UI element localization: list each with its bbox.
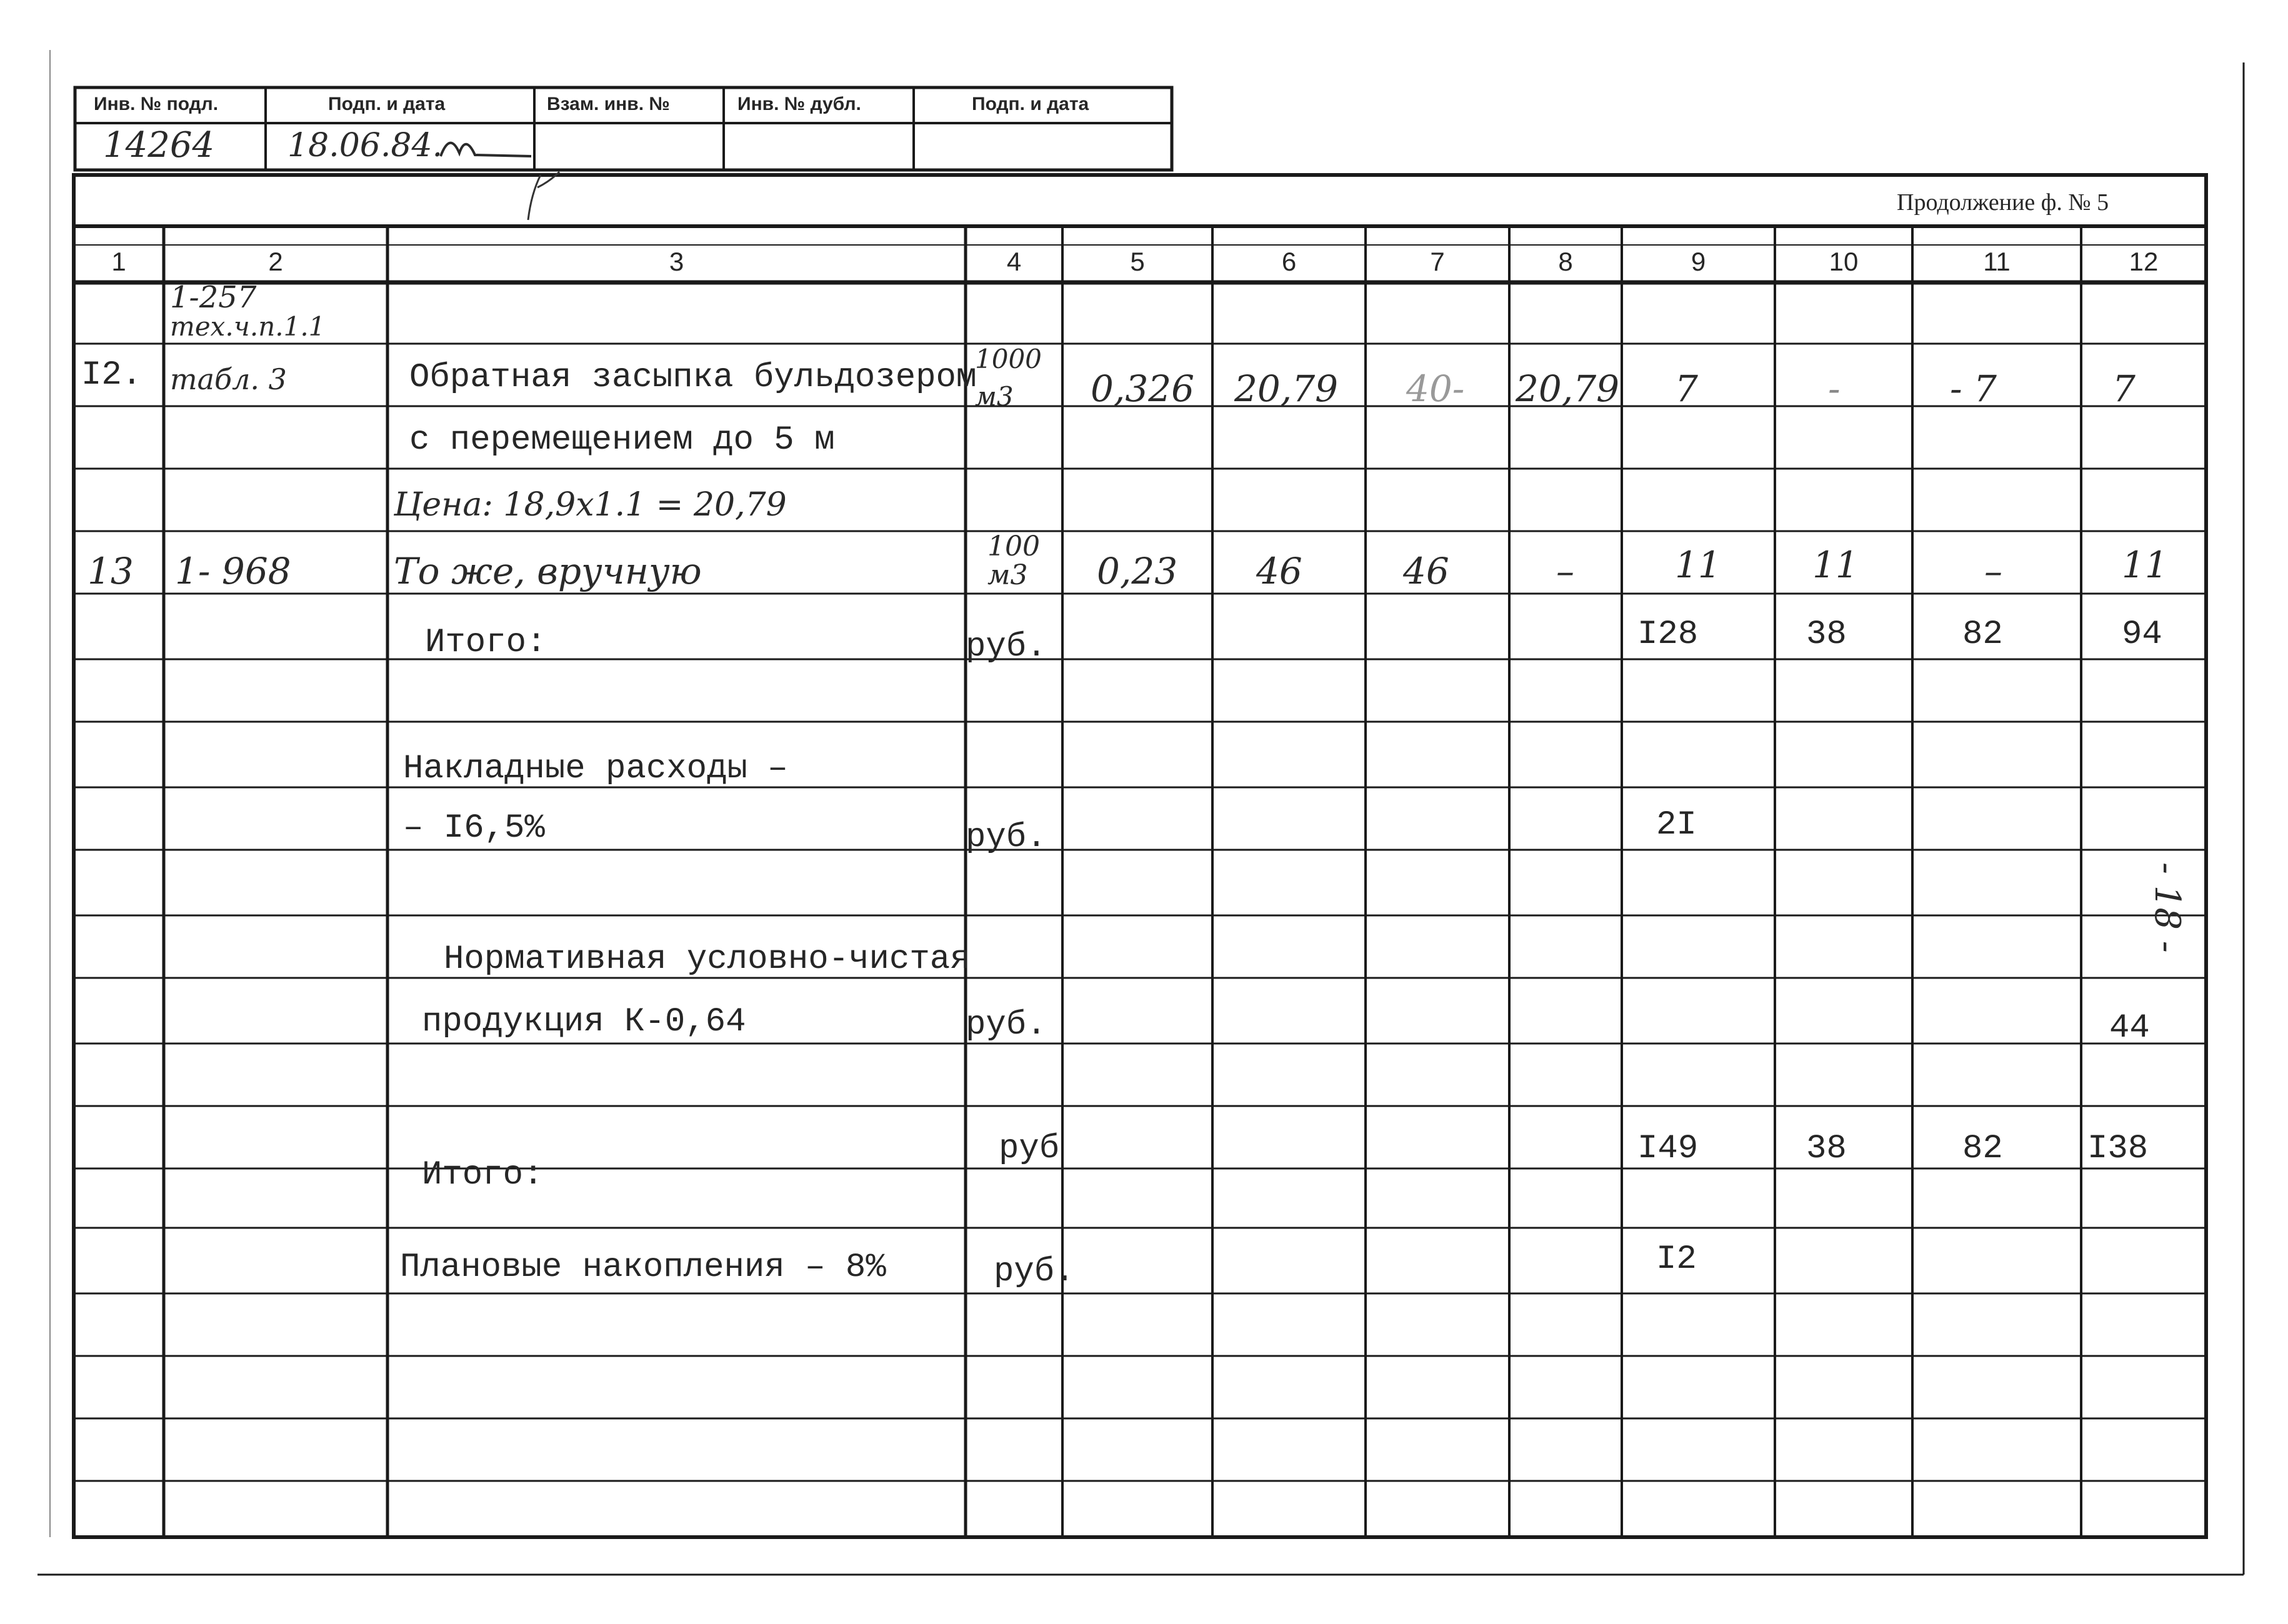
r13-col9: 11 [1675,544,1721,586]
itogo2-col10: 38 [1806,1130,1847,1168]
savings-col9: I2 [1656,1240,1697,1278]
col-num-5: 5 [1130,247,1145,276]
r13-col7: 46 [1403,550,1449,592]
normative-label-1: Нормативная условно-чистая [444,940,971,979]
continuation-label: Продолжение ф. № 5 [1897,189,2109,216]
col-num-12: 12 [2129,247,2159,276]
itogo1-col9: I28 [1637,615,1699,654]
itogo1-label: Итого: [425,624,547,662]
stamp-header-podp-data-2: Подп. и дата [972,94,1089,114]
stamp-date: 18.06.84. [287,127,443,164]
col-num-8: 8 [1558,247,1573,276]
stamp-inv-number: 14264 [103,125,215,166]
r13-col12: 11 [2122,544,2168,586]
itogo2-col9: I49 [1637,1130,1699,1168]
col-num-4: 4 [1006,247,1022,276]
r13-unit: 100 м3 [987,531,1040,591]
overhead-unit: руб. [966,819,1047,857]
r13-col10: 11 [1812,544,1859,586]
col-num-11: 11 [1983,247,2011,276]
r12-number: I2. [81,356,142,394]
col-num-10: 10 [1829,247,1859,276]
r12-price-note: Цена: 18,9х1.1 = 20,79 [394,486,787,524]
normative-label-2: продукция К-0,64 [422,1003,746,1041]
savings-unit: руб. [994,1253,1075,1291]
stamp-header-inv-podl: Инв. № подл. [94,94,219,114]
col-num-9: 9 [1691,247,1706,276]
itogo1-unit: руб. [966,628,1047,666]
r12-col7: 40- [1406,367,1465,410]
r12-col8: 20,79 [1516,367,1620,410]
r13-desc: То же, вручную [394,550,702,592]
col-num-6: 6 [1281,247,1297,276]
col-num-1: 1 [111,247,126,276]
r13-col5: 0,23 [1097,550,1178,592]
stamp-header-inv-dubl: Инв. № дубл. [737,94,861,114]
itogo1-col12: 94 [2122,615,2162,654]
r12-col10: - [1828,367,1841,410]
r12-ref-mid: тех.ч.п.1.1 [170,311,326,342]
overhead-label-2: – I6,5% [403,809,545,847]
itogo1-col11: 82 [1962,615,2003,654]
r12-desc-line1: Обратная засыпка бульдозером [409,359,977,397]
itogo2-col11: 82 [1962,1130,2003,1168]
r13-col6: 46 [1256,550,1302,592]
col-num-2: 2 [268,247,283,276]
overhead-col9: 2I [1656,806,1697,844]
stamp-header-vzam-inv: Взам. инв. № [547,94,670,114]
r13-col11: – [1984,550,2002,592]
itogo1-col10: 38 [1806,615,1847,654]
r12-col11: - 7 [1950,367,1997,410]
savings-label: Плановые накопления – 8% [400,1248,886,1287]
r12-col5: 0,326 [1091,367,1195,410]
r12-unit: 1000 м3 [975,344,1042,412]
itogo2-label: Итого: [422,1156,544,1194]
r12-ref-top: 1-257 [170,280,257,315]
r12-col6: 20,79 [1234,367,1339,410]
col-num-3: 3 [669,247,684,276]
r13-col8: – [1556,550,1574,592]
r13-ref: 1- 968 [175,550,291,592]
r13-number: 13 [87,550,134,592]
normative-unit: руб. [966,1006,1047,1044]
overhead-label-1: Накладные расходы – [403,750,788,788]
r12-desc-line2: с перемещением до 5 м [409,421,835,459]
page-number: - 18 - [2147,862,2187,953]
r12-ref: табл. 3 [170,362,287,396]
r12-col12: 7 [2112,367,2136,410]
r12-col9: 7 [1675,367,1698,410]
itogo2-col12: I38 [2087,1130,2149,1168]
stamp-header-podp-data: Подп. и дата [328,94,446,114]
col-num-7: 7 [1430,247,1445,276]
itogo2-unit: руб [999,1130,1060,1168]
normative-col12: 44 [2109,1009,2150,1047]
